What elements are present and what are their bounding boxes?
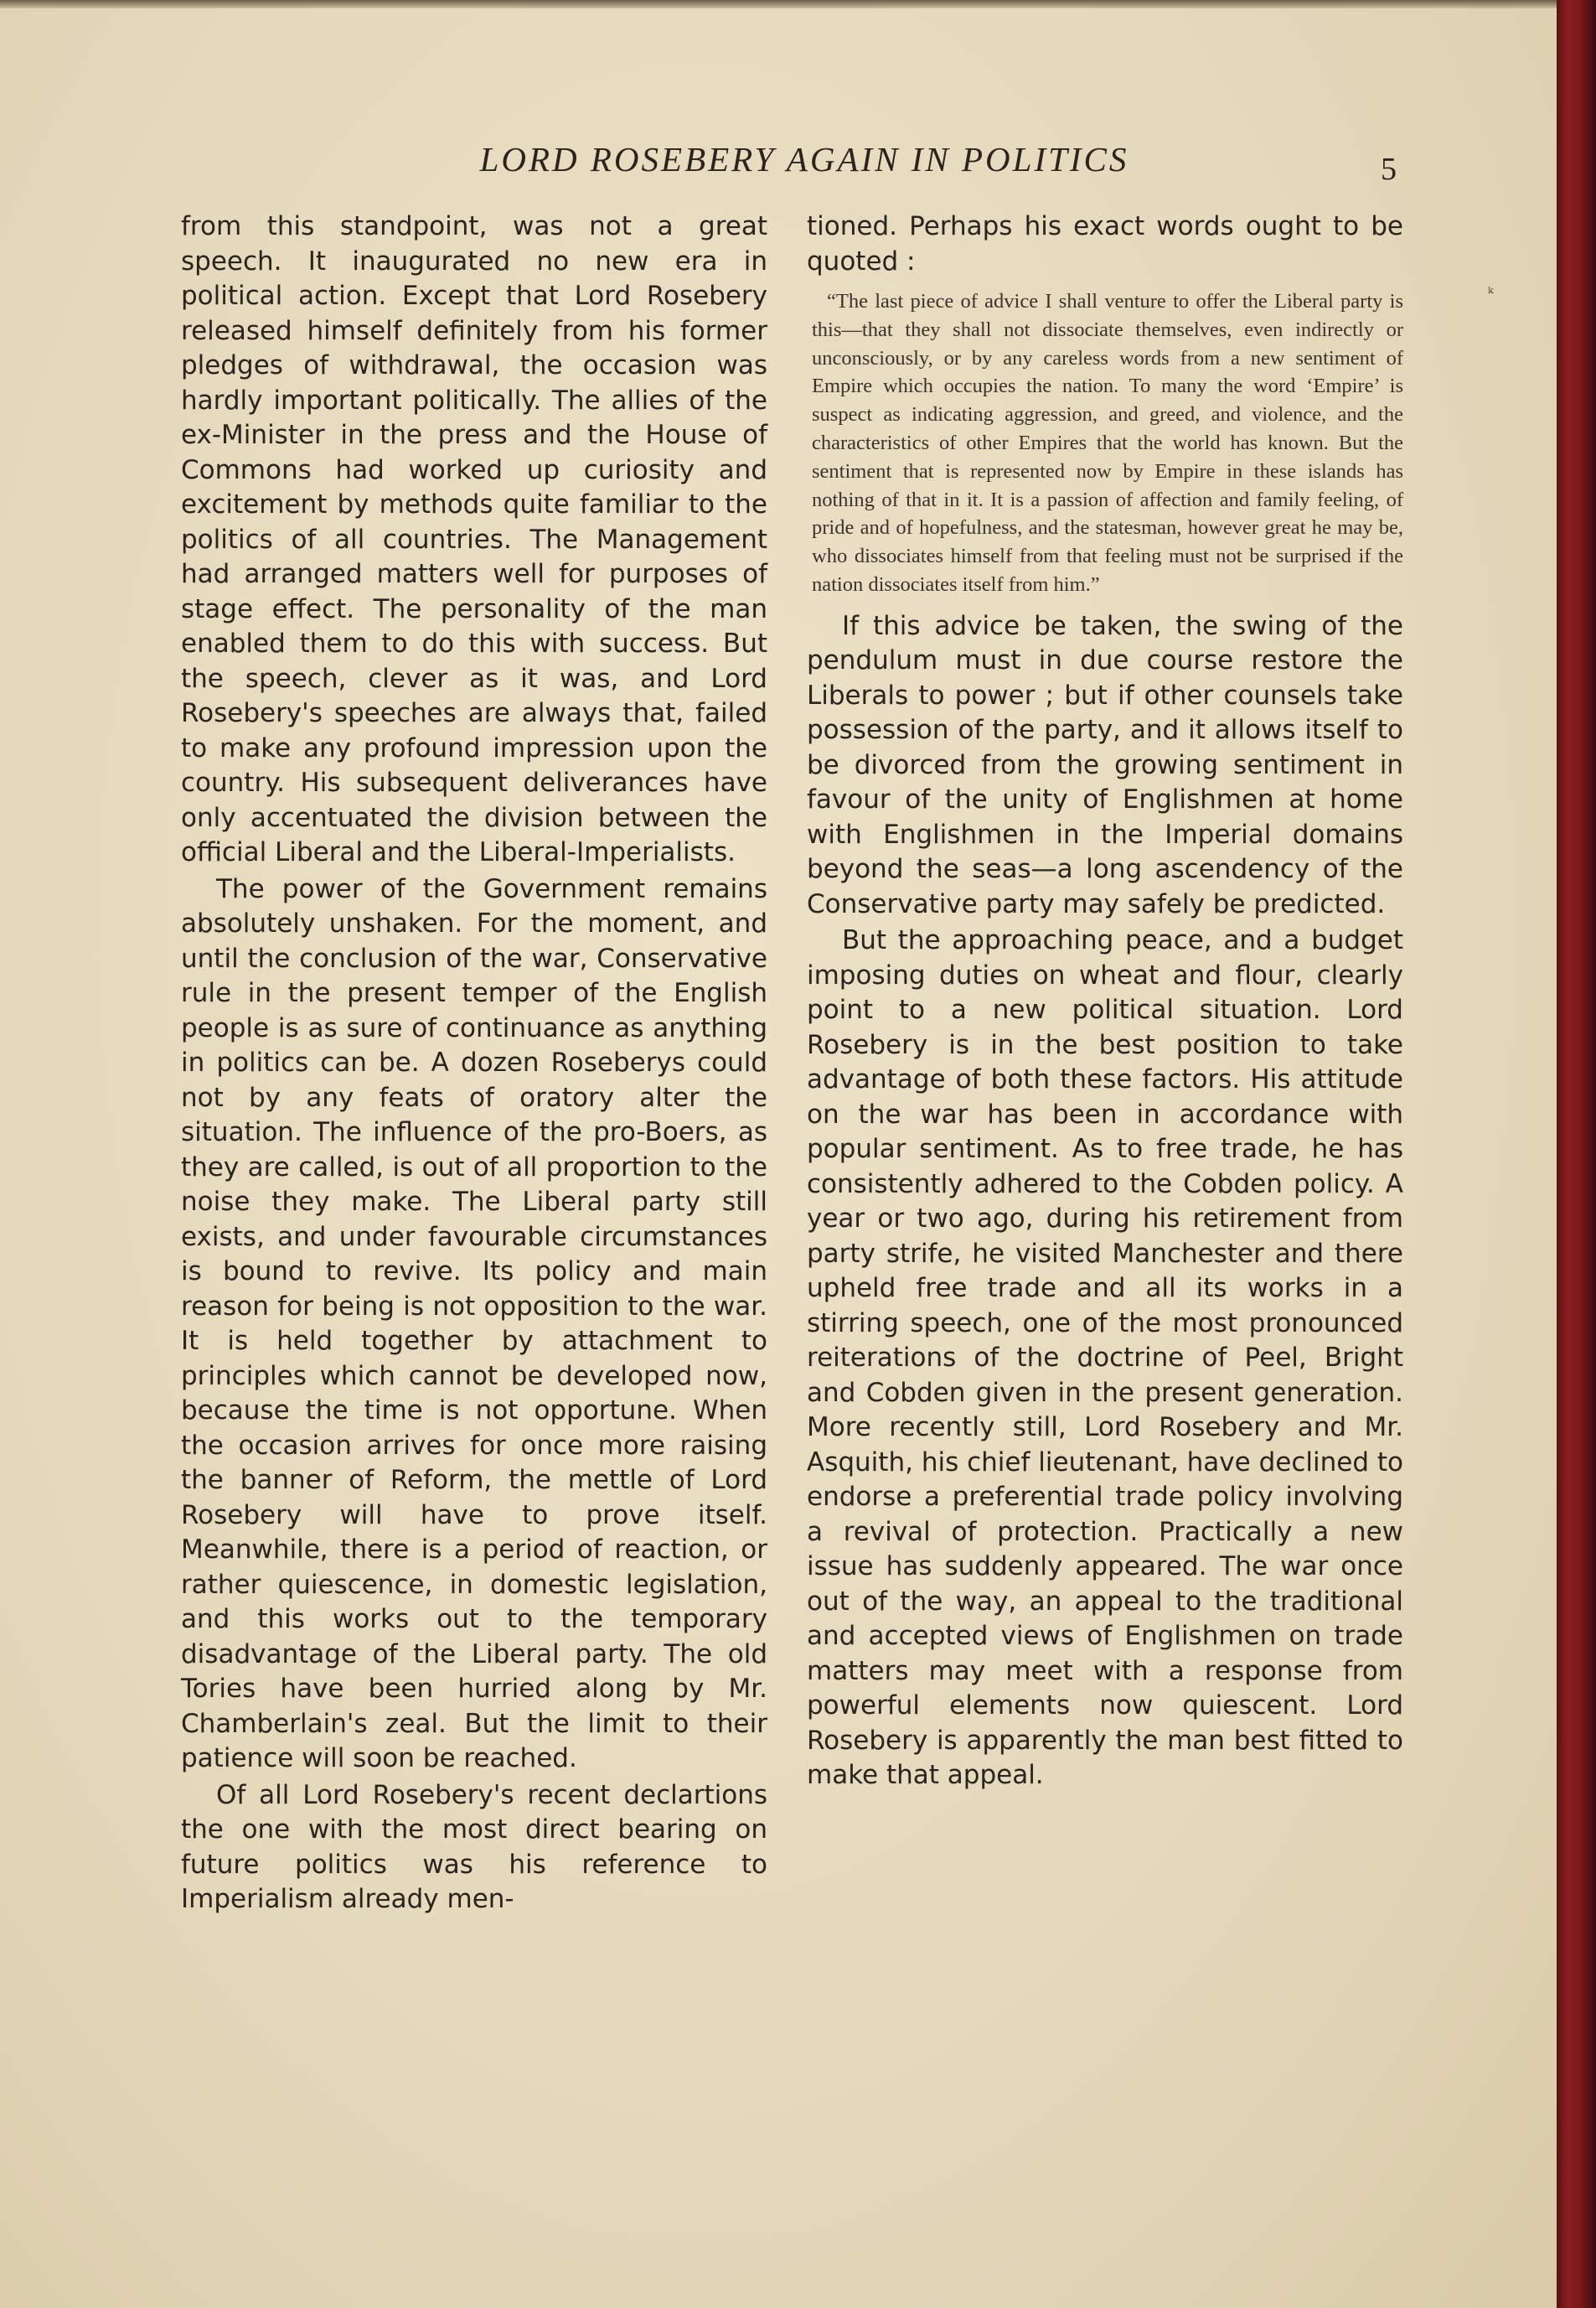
left-paragraph-1: from this standpoint, was not a great speech. It inaugurated no new era in political action. Except that Lord Rosebery released himself definitely from his former pledges of withdrawal, the occasion was hardly important politically. The allies of the ex-Minister in the press and the House of Commons had worked up curiosity and excitement by methods quite familiar to the politics of all countries. The Management had arranged matters well for purposes of stage effect. The personality of the man enabled them to do this with success. But the speech, clever as it was, and Lord Rosebery's speeches are always that, failed to make any profound impression upon the country. His subsequent deliverances have only accentuated the division between the official Liberal and the Liberal-Imperialists. [181,211,767,867]
right-paragraph-1: If this advice be taken, the swing of the pendulum must in due course restore the Liberals to power ; but if other counsels take possession of the party, and it allows itself to be divorced from the growing sentiment in favour of the unity of Englishmen at home with Englishmen in the Imperial domains beyond the seas—a long ascendency of the Conservative party may safely be predicted. [807,610,1403,919]
right-column [807,210,1403,1793]
rosebery-quote: “The last piece of advice I shall venture to offer the Liberal party is this—that they shall not dissociate themselves, even indirectly or unconsciously, or by any careless words from a new sentiment of Empire which occupies the nation. To many the word ‘Empire’ is suspect as indicating aggression, and greed, and violence, and the characteristics of other Empires that the world has known. But the sentiment that is represented now by Empire in these islands has nothing of that in it. It is a passion of affection and family feeling, of pride and of hopefulness, and the statesman, however great he may be, who dissociates himself from that feeling must not be surprised if the nation dissociates itself from him.” [812,290,1403,596]
page-number: 5 [1381,152,1397,187]
right-lead-paragraph: tioned. Perhaps his exact words ought to be quoted : [807,211,1403,277]
book-binding-edge [1557,0,1596,2308]
page-top-edge [0,0,1557,8]
margin-mark: ᵏ [1488,285,1494,303]
right-paragraph-2: But the approaching peace, and a budget imposing duties on wheat and flour, clearly point to a new political situation. Lord Rosebery is in the best position to take advantage of both these factors. His attitude on the war has been in accordance with popular sentiment. As to free trade, he has consistently adhered to the Cobden policy. A year or two ago, during his retirement from party strife, he visited Manchester and there upheld free trade and all its works in a stirring speech, one of the most pronounced reiterations of the doctrine of Peel, Bright and Cobden given in the present generation. More recently still, Lord Rosebery and Mr. Asquith, his chief lieutenant, have declined to endorse a preferential trade policy involving a revival of protection. Practically a new issue has suddenly appeared. The war once out of the way, an appeal to the traditional and accepted views of Englishmen on trade matters may meet with a response from powerful elements now quiescent. Lord Rosebery is apparently the man best fitted to make that appeal. [807,925,1403,1791]
left-column [181,210,767,1917]
running-head: LORD ROSEBERY AGAIN IN POLITICS [479,140,1129,179]
left-paragraph-2: The power of the Government remains absolutely unshaken. For the moment, and until the conclusion of the war, Conservative rule in the present temper of the English people is as sure of continuance as anything in politics can be. A dozen Roseberys could not by any feats of oratory alter the situation. The influence of the pro-Boers, as they are called, is out of all proportion to the noise they make. The Liberal party still exists, and under favourable circumstances is bound to revive. Its policy and main reason for being is not opposition to the war. It is held together by attachment to principles which cannot be developed now, because the time is not opportune. When the occasion arrives for once more raising the banner of Reform, the mettle of Lord Rosebery will have to prove itself. Meanwhile, there is a period of reaction, or rather quiescence, in domestic legislation, and this works out to the temporary disadvantage of the Liberal party. The old Tories have been hurried along by Mr. Chamberlain's zeal. But the limit to their patience will soon be reached. [181,873,767,1773]
left-paragraph-3: Of all Lord Rosebery's recent declartions the one with the most direct bearing on future politics was his reference to Imperialism already men- [181,1779,767,1914]
